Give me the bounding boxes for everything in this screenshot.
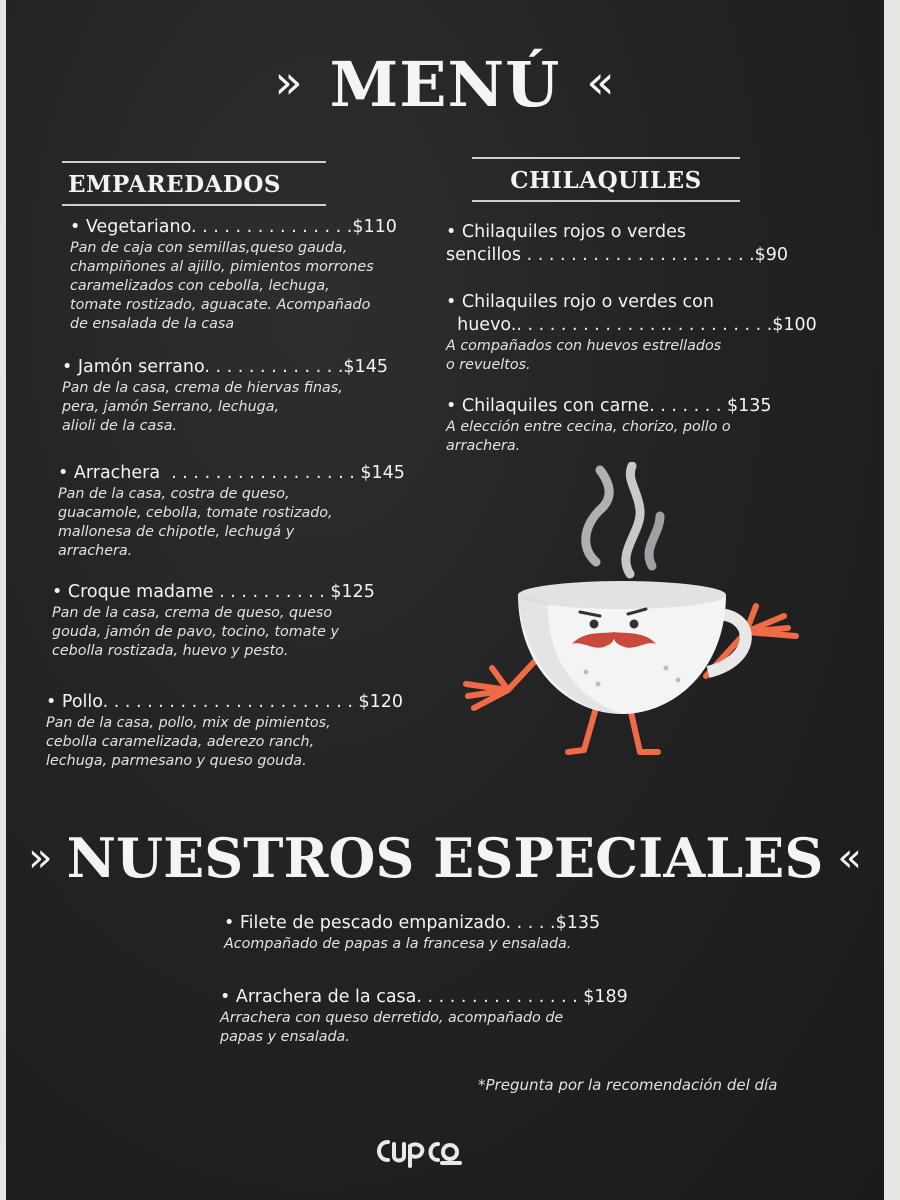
item-desc-line: mallonesa de chipotle, lechugá y xyxy=(58,524,295,540)
menu-item-chilaquiles-sencillos xyxy=(446,221,788,267)
item-name: • Chilaquiles con carne. . . . . . . $135 xyxy=(446,396,772,416)
item-name: • Arrachera de la casa. . . . . . . . . . . . . . . $189 xyxy=(220,987,628,1007)
item-name: • Chilaquiles rojo o verdes con xyxy=(446,292,714,312)
item-name: sencillos . . . . . . . . . . . . . . . . . . . . .$90 xyxy=(446,245,789,265)
item-desc-line: arrachera. xyxy=(446,438,521,454)
menu-item-pollo xyxy=(46,691,403,771)
item-name: • Pollo. . . . . . . . . . . . . . . . . . . . . . . $120 xyxy=(46,692,404,712)
item-desc-line: Pan de caja con semillas,queso gauda, xyxy=(70,240,348,256)
item-desc-line: Acompañado de papas a la francesa y ensalada. xyxy=(224,936,572,952)
item-desc-line: Pan de la casa, crema de queso, queso xyxy=(52,605,333,621)
divider xyxy=(472,200,740,202)
menu-item-filete-pescado xyxy=(224,912,600,954)
chevron-right-icon: » xyxy=(28,835,53,881)
item-desc-line: guacamole, cebolla, tomate rostizado, xyxy=(58,505,333,521)
menu-item-chilaquiles-huevo xyxy=(446,291,817,375)
brand-logo xyxy=(372,1132,472,1175)
item-desc-line: caramelizados con cebolla, lechuga, xyxy=(70,278,330,294)
especiales-title-text: NUESTROS ESPECIALES xyxy=(66,826,824,890)
item-name: huevo.. . . . . . . . . . . . . .. . . . . . . . . .$100 xyxy=(446,315,817,335)
menu-title-text: MENÚ xyxy=(329,48,561,121)
emparedados-header xyxy=(62,161,326,206)
chevron-left-icon: « xyxy=(837,835,862,881)
cupco-logo-icon xyxy=(372,1132,472,1168)
item-desc-line: de ensalada de la casa xyxy=(70,316,235,332)
chilaquiles-header xyxy=(472,157,740,202)
item-desc-line: Pan de la casa, costra de queso, xyxy=(58,486,290,502)
item-desc-line: o revueltos. xyxy=(446,357,531,373)
menu-item-arrachera-casa xyxy=(220,986,628,1047)
item-name: • Chilaquiles rojos o verdes xyxy=(446,222,687,242)
menu-item-chilaquiles-carne xyxy=(446,395,772,456)
item-desc-line: arrachera. xyxy=(58,543,133,559)
item-desc-line: Arrachera con queso derretido, acompañado de xyxy=(220,1010,564,1026)
item-desc-line: champiñones al ajillo, pimientos morrones xyxy=(70,259,374,275)
cup-rim xyxy=(518,581,726,609)
menu-board xyxy=(6,0,884,1200)
item-name: • Croque madame . . . . . . . . . . $125 xyxy=(52,582,375,602)
item-desc-line: cebolla rostizada, huevo y pesto. xyxy=(52,643,289,659)
item-desc-line: pera, jamón Serrano, lechuga, xyxy=(62,399,280,415)
item-desc-line: cebolla caramelizada, aderezo ranch, xyxy=(46,734,315,750)
item-desc-line: Pan de la casa, pollo, mix de pimientos, xyxy=(46,715,331,731)
menu-title xyxy=(6,48,884,121)
steam-icon xyxy=(586,466,660,574)
chevron-left-icon: « xyxy=(586,55,616,109)
item-desc-line: tomate rostizado, aguacate. Acompañado xyxy=(70,297,371,313)
menu-item-vegetariano xyxy=(70,216,397,334)
item-desc-line: A compañados con huevos estrellados xyxy=(446,338,722,354)
especiales-title xyxy=(6,826,884,890)
coffee-cup-mascot-icon xyxy=(456,462,806,762)
item-desc-line: gouda, jamón de pavo, tocino, tomate y xyxy=(52,624,339,640)
item-name: • Jamón serrano. . . . . . . . . . . . .$145 xyxy=(62,357,388,377)
menu-item-jamon-serrano xyxy=(62,356,388,436)
divider xyxy=(62,204,326,206)
item-desc-line: papas y ensalada. xyxy=(220,1029,350,1045)
footnote: *Pregunta por la recomendación del día xyxy=(478,1076,778,1094)
item-name: • Filete de pescado empanizado. . . . .$135 xyxy=(224,913,601,933)
item-desc-line: lechuga, parmesano y queso gouda. xyxy=(46,753,307,769)
item-desc-line: alioli de la casa. xyxy=(62,418,178,434)
chevron-right-icon: » xyxy=(274,55,304,109)
item-desc-line: Pan de la casa, crema de hiervas finas, xyxy=(62,380,343,396)
item-name: • Arrachera . . . . . . . . . . . . . . . . . $145 xyxy=(58,463,405,483)
chilaquiles-heading: CHILAQUILES xyxy=(510,167,702,194)
item-name: • Vegetariano. . . . . . . . . . . . . . .$110 xyxy=(70,217,397,237)
menu-item-arrachera xyxy=(58,462,405,561)
emparedados-heading: EMPAREDADOS xyxy=(68,171,281,198)
menu-item-croque-madame xyxy=(52,581,375,661)
item-desc-line: A elección entre cecina, chorizo, pollo o xyxy=(446,419,731,435)
